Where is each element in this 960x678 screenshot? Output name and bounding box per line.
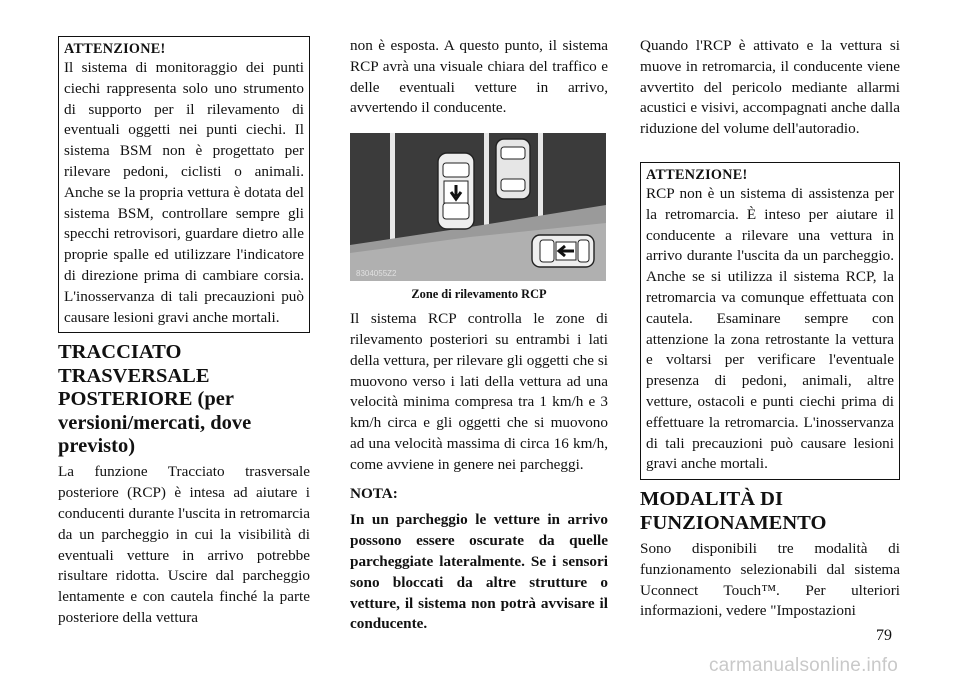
paragraph-modes: Sono disponibili tre modalità di funzionamento selezionabili dal sistema Uconnect Touch™. Per ulteriori informazioni, vedere "Impostazioni [640,539,900,620]
figure-caption: Zone di rilevamento RCP [411,287,547,302]
reversing-car [438,153,474,229]
paragraph-rcp-continued: non è esposta. A questo punto, il sistema RCP avrà una visuale chiara del traffico e delle eventuali vetture in arrivo, avvertendo il conducente. [350,37,608,117]
warning-text: Il sistema di monitoraggio dei punti ciechi rappresenta solo uno strumento di supporto per il rilevamento di eventuali oggetti nei punti ciechi. Il sistema BSM non è progettato per rilevare pedoni, ciclisti o animali. Anche se la propria vettura è dotata del sistema BSM, controllare sempre gli specchi retrovisori, guardare dietro alle proprie spalle ed utilizzare l'indicatore di direzione prima di cambiare corsia. L'inosservanza di tali precauzioni può causare lesioni gravi anche mortali. [64,59,304,326]
section-heading-rcp: TRACCIATO TRASVERSALE POSTERIORE (per versioni/mercati, dove previsto) [58,341,252,457]
column-2 [350,36,608,635]
warning-box-bsm [58,36,310,333]
paragraph-rcp-intro: La funzione Tracciato trasversale posteriore (RCP) è intesa ad aiutare i conducenti durante l'uscita in retromarcia da un parcheggio in cui la visibilità di eventuali vetture in arrivo potrebbe risultare ridotta. Uscire dal parcheggio lentamente e con cautela finché la parte posteriore della vettura [58,463,310,626]
warning-text: RCP non è un sistema di assistenza per la retromarcia. È inteso per aiutare il conducente a rilevare una vettura in arrivo durante l'uscita da un parcheggio. Anche se si utilizza il sistema RCP, la retromarcia va comunque effettuata con cautela. Esaminare sempre con attenzione la zona retrostante la vettura e voltarsi per verificare l'eventuale presenza di pedoni, animali, altre vetture, ostacoli e punti ciechi prima di effettuare la retromarcia. L'inosservanza di tali precauzioni può causare lesioni gravi anche mortali. [646,184,894,473]
column-1 [58,36,310,629]
warning-box-rcp [640,162,900,480]
note-label: NOTA: [350,484,398,502]
paragraph-rcp-zones: Il sistema RCP controlla le zone di rilevamento posteriori su entrambi i lati della vettura, per rilevare gli oggetti che si muovono verso i lati della vettura ad una velocità minima compresa tra 1 km/h e 3 km/h circa e gli oggetti che si muovono ad una velocità massima di circa 16 km/h, come avviene in genere nei parcheggi. [350,310,608,473]
note-text: In un parcheggio le vetture in arrivo possono essere oscurate da quelle parcheggiate lateralmente. Se i sensori sono bloccati da altre strutture o vetture, il sistema non potrà avvisare il conducente. [350,511,608,633]
figure-code: 8304055Z2 [356,269,397,279]
column-3 [640,36,900,622]
warning-title: ATTENZIONE! [646,166,748,183]
parking-lot-illustration [350,133,606,281]
section-heading-modes: MODALITÀ DI FUNZIONAMENTO [640,488,827,534]
approaching-car [532,235,594,267]
page-number: 79 [876,627,892,644]
warning-title: ATTENZIONE! [64,41,166,57]
watermark: carmanualsonline.info [708,655,898,676]
rcp-detection-zones-figure [350,133,606,281]
paragraph-rcp-alerts: Quando l'RCP è attivato e la vettura si muove in retromarcia, il conducente viene avvertito del pericolo mediante allarmi acustici e visivi, accompagnati anche dalla riduzione del volume dell'autoradio. [640,37,900,138]
parked-car [496,139,530,199]
